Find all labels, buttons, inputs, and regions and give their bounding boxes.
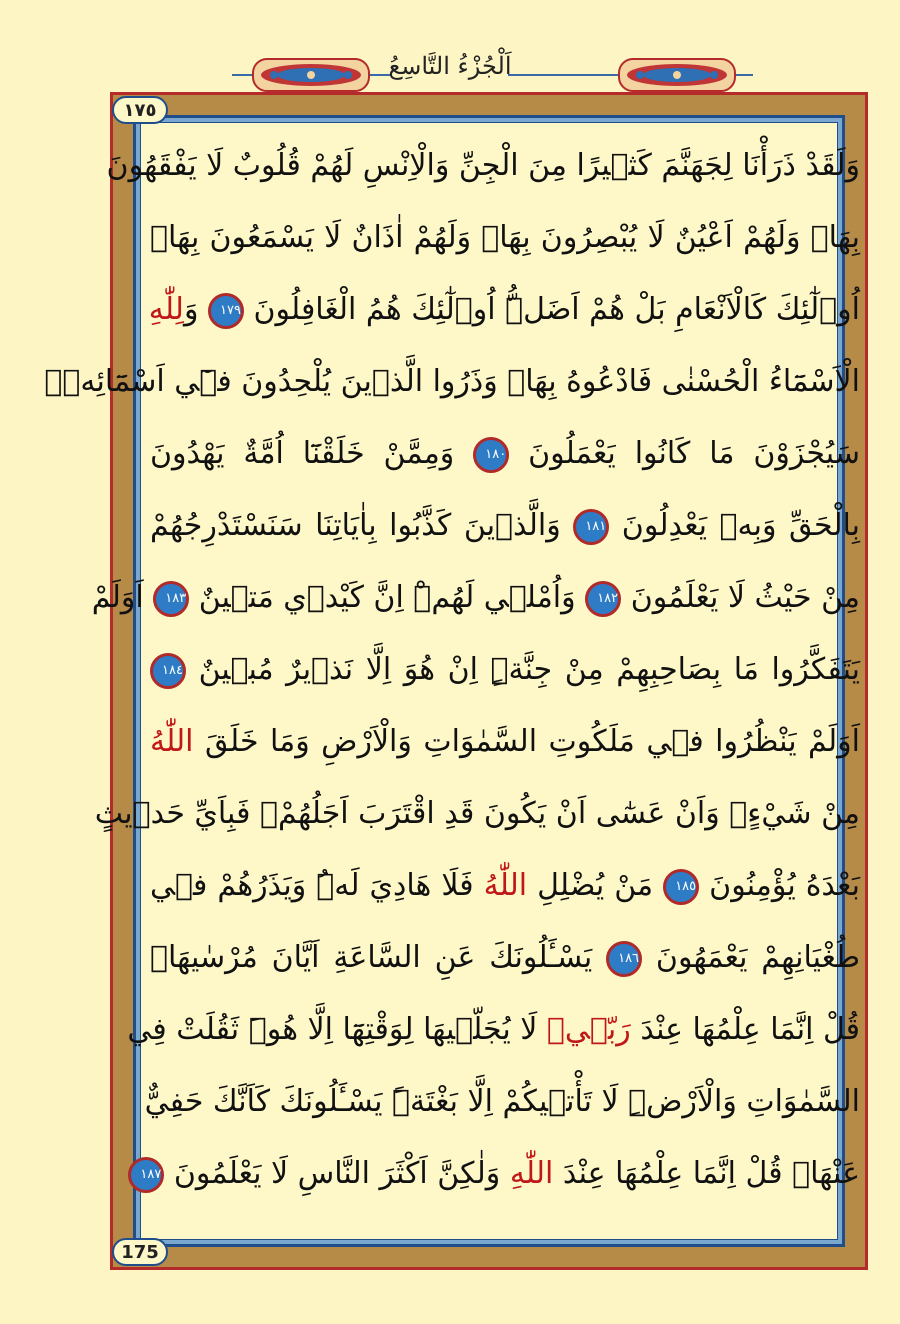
ayah-number-marker: ١٨١	[573, 509, 609, 545]
ayah-number-marker: ١٨٢	[585, 581, 621, 617]
ayah-number-marker: ١٨٠	[473, 437, 509, 473]
verse-text: وَمِمَّنْ خَلَقْنَٓا اُمَّةٌ يَهْدُونَ	[150, 436, 474, 471]
verse-line	[127, 994, 860, 1066]
page-number-bottom: 175	[112, 1238, 168, 1266]
verse-line	[44, 346, 860, 418]
verse-text: وَلَقَدْ ذَرَأْنَا لِجَهَنَّمَ كَث۪يرًا مِنَ الْجِنِّ وَالْاِنْسِ لَهُمْ قُلُوبٌ لَا يَفْقَهُونَ	[106, 148, 860, 183]
verse-line	[150, 274, 860, 346]
verse-text: قُلْ اِنَّمَا عِلْمُهَا عِنْدَ	[630, 1012, 860, 1047]
verse-line	[150, 490, 860, 562]
divine-name-text: لِلّٰهِ	[148, 292, 184, 327]
verse-text: اَوَلَمْ	[91, 580, 154, 615]
ayah-number-marker: ١٨٥	[663, 869, 699, 905]
verse-text: مَنْ يُضْلِلِ	[527, 868, 664, 903]
verse-line	[150, 850, 860, 922]
verse-text: السَّمٰوَاتِ وَالْاَرْضِۜ لَا تَأْت۪يكُمْ اِلَّا بَغْتَةًۜ يَسْـَٔلُونَكَ كَاَنَّكَ حَفِيٌّ	[144, 1084, 860, 1119]
verse-line	[91, 562, 860, 634]
ornament-left-icon	[252, 58, 370, 92]
verse-text: اُو۬لٰٓئِكَ كَالْاَنْعَامِ بَلْ هُمْ اَضَلُّۜ اُو۬لٰٓئِكَ هُمُ الْغَافِلُونَ	[243, 292, 860, 327]
verse-line	[144, 1066, 860, 1138]
verse-text: بِالْحَقِّ وَبِه۪ يَعْدِلُونَ	[609, 508, 861, 543]
verse-text: يَسْـَٔلُونَكَ عَنِ السَّاعَةِ اَيَّانَ مُرْسٰيهَاۜ	[150, 940, 607, 975]
ayah-number-marker: ١٨٤	[150, 653, 186, 689]
page-number-top: ١٧٥	[112, 96, 168, 124]
page-header	[0, 48, 900, 98]
verse-text: بِهَاۘ وَلَهُمْ اَعْيُنٌ لَا يُبْصِرُونَ بِهَاۘ وَلَهُمْ اٰذَانٌ لَا يَسْمَعُونَ بِهَاۜ	[150, 220, 860, 255]
verse-line	[94, 778, 860, 850]
verse-text: مِنْ شَيْءٍۙ وَاَنْ عَسٰٓى اَنْ يَكُونَ قَدِ اقْتَرَبَ اَجَلُهُمْۚ فَبِاَيِّ حَد۪يثٍ	[94, 796, 860, 831]
juz-title: اَلْجُزْءُ التَّاسِعُ	[388, 52, 512, 80]
ayah-number-marker: ١٧٩	[208, 293, 244, 329]
divine-name-text: رَبّ۪يۚ	[546, 1012, 631, 1047]
divine-name-text: اللّٰهِ	[509, 1156, 554, 1191]
divine-name-text: اللّٰهُ	[150, 724, 194, 759]
verse-line	[150, 418, 860, 490]
verse-line	[150, 202, 860, 274]
verse-text: سَيُجْزَوْنَ مَا كَانُوا يَعْمَلُونَ	[509, 436, 860, 471]
divine-name-text: اللّٰهُ	[483, 868, 528, 903]
verse-text: وَلٰكِنَّ اَكْثَرَ النَّاسِ لَا يَعْلَمُونَ	[164, 1156, 510, 1191]
verse-text: طُغْيَانِهِمْ يَعْمَهُونَ	[642, 940, 860, 975]
verse-text: وَاُمْل۪ي لَهُمْۜ اِنَّ كَيْد۪ي مَت۪ينٌ	[189, 580, 586, 615]
verse-line	[140, 1138, 860, 1210]
ornament-right-icon	[618, 58, 736, 92]
verse-text: مِنْ حَيْثُ لَا يَعْلَمُونَ	[621, 580, 860, 615]
quran-text	[44, 130, 861, 1230]
verse-line	[150, 922, 860, 994]
verse-line	[106, 130, 860, 202]
verse-text: لَا يُجَلّ۪يهَا لِوَقْتِهَٓا اِلَّا هُوَۜ ثَقُلَتْ فِي	[127, 1012, 547, 1047]
ayah-number-marker: ١٨٦	[606, 941, 642, 977]
verse-text: عَنْهَاۜ قُلْ اِنَّمَا عِلْمُهَا عِنْدَ	[553, 1156, 860, 1191]
verse-text: فَلَا هَادِيَ لَهُۜ وَيَذَرُهُمْ ف۪ي	[150, 868, 484, 903]
verse-line	[150, 634, 860, 706]
ayah-number-marker: ١٨٧	[128, 1157, 164, 1193]
verse-text: بَعْدَهُ يُؤْمِنُونَ	[699, 868, 861, 903]
verse-text: وَالَّذ۪ينَ كَذَّبُوا بِاٰيَاتِنَا سَنَسْتَدْرِجُهُمْ	[150, 508, 574, 543]
verse-line	[150, 706, 860, 778]
verse-text: يَتَفَكَّرُوا مَا بِصَاحِبِهِمْ مِنْ جِنَّةٍۜ اِنْ هُوَ اِلَّا نَذ۪يرٌ مُب۪ينٌ	[186, 652, 860, 687]
verse-text: اَوَلَمْ يَنْظُرُوا ف۪ي مَلَكُوتِ السَّمٰوَاتِ وَالْاَرْضِ وَمَا خَلَقَ	[193, 724, 860, 759]
ayah-number-marker: ١٨٣	[153, 581, 189, 617]
verse-text: الْاَسْمَٓاءُ الْحُسْنٰى فَادْعُوهُ بِهَاۖ وَذَرُوا الَّذ۪ينَ يُلْحِدُونَ ف۪ٓي اَسْمَٓائِه۪ۜ	[44, 364, 860, 399]
verse-text: وَ	[183, 292, 208, 327]
